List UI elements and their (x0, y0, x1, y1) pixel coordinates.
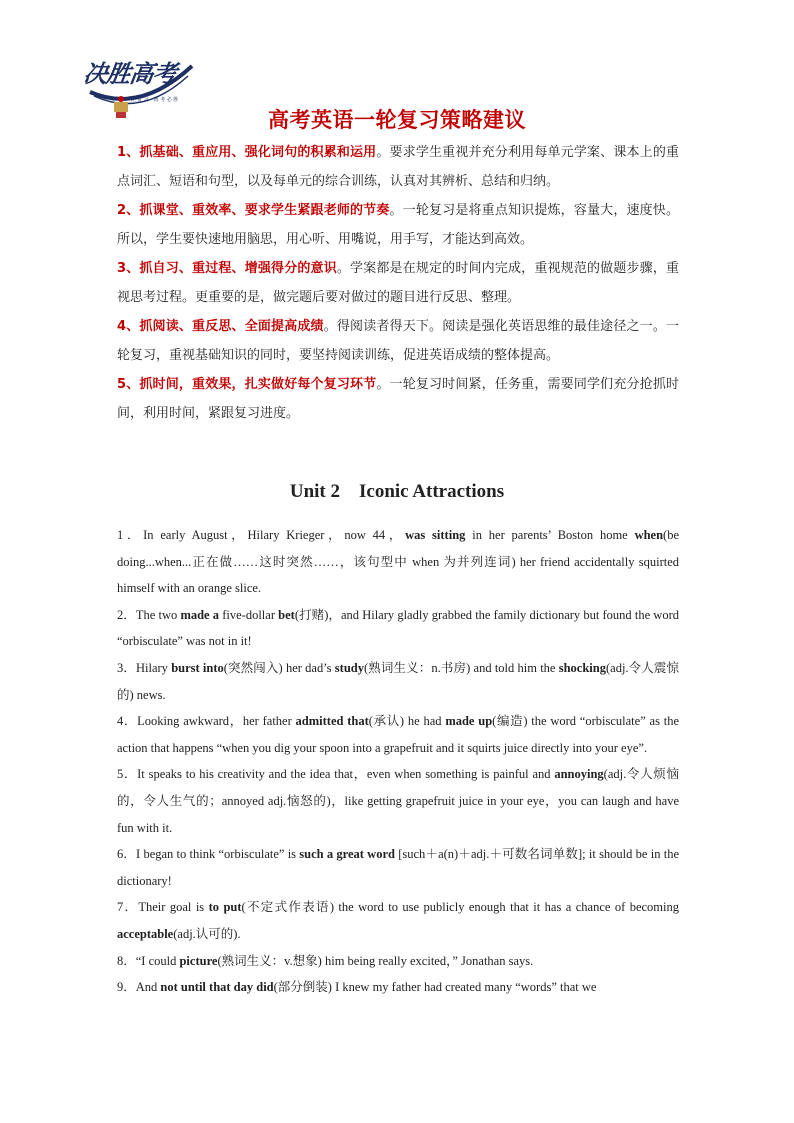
tip-text: 。学案都是在规定的时间内完成，重视规范的做题步骤，重视思考过程。更重要的是，做完题后要对做过的题目进行反思、整理。 (117, 261, 679, 305)
sentence-item (117, 974, 679, 1001)
sentence-text: 8．“I could (117, 953, 180, 968)
sentence-keyword: when (634, 528, 664, 542)
sentence-item (117, 655, 679, 708)
sentence-text: 5．It speaks to his creativity and the idea that，even when something is painful and (117, 767, 555, 782)
sentence-text: (熟词生义：v.想象) him being really excited，” Jonathan says. (217, 953, 534, 968)
sentence-keyword: bet (278, 607, 295, 622)
sentence-item (117, 761, 679, 841)
sentence-keyword: burst into (171, 660, 224, 675)
sentence-item (117, 522, 679, 602)
sentence-keyword: made a (180, 607, 220, 622)
unit-title: Unit 2 Iconic Attractions (289, 481, 505, 502)
tip-text: 。要求学生重视并充分利用每单元学案、课本上的重点词汇、短语和句型，以及每单元的综合训练，认真对其辨析、总结和归纳。 (117, 145, 679, 189)
sentence-keyword: not until that day did (160, 980, 274, 995)
sentence-text: (熟词生义：n.书房) and told him the (363, 660, 559, 675)
sentence-text: 4．Looking awkward，her father (117, 714, 296, 729)
tip-highlight: 5、抓时间，重效果，扎实做好每个复习环节 (117, 377, 377, 392)
sentence-keyword: annoying (554, 767, 604, 782)
sentence-text: (adj.认可的). (173, 926, 241, 941)
sentence-text: 7．Their goal is (117, 900, 209, 915)
tip-item (117, 196, 679, 254)
page-title: 高考英语一轮复习策略建议 (268, 108, 526, 132)
sentence-text: (be doing...when...正在做……这时突然……，该句型中 when 为并列连词) her friend accidentally squirted himself with an orange slice. (117, 528, 680, 596)
sentence-keyword: admitted that (295, 714, 369, 729)
tip-item (117, 254, 679, 312)
sentence-keyword: such a great word (299, 847, 395, 862)
sentence-text: (承认) he had (368, 714, 446, 729)
tip-highlight: 1、抓基础、重应用、强化词句的积累和运用 (117, 145, 377, 160)
sentence-text: (部分倒装) I knew my father had created many “words” that we (273, 980, 597, 995)
sentence-text: (打赌)，and Hilary gladly grabbed the family dictionary but found the word “orbisculate” was not in it! (117, 607, 679, 649)
sentence-keyword: picture (179, 953, 218, 968)
sentence-text: five-dollar (219, 607, 279, 622)
tip-highlight: 2、抓课堂、重效率、要求学生紧跟老师的节奏 (117, 203, 390, 218)
sentence-text: (编造) the word “orbisculate” as the action that happens “when you dig your spoon into a grapefruit and it squirts juice directly into your eye”. (117, 714, 680, 755)
logo-subtitle: 一 轮 复 习 · 备 考 必 胜 (124, 97, 179, 103)
tip-highlight: 4、抓阅读、重反思、全面提高成绩 (117, 319, 324, 334)
sentence-item (117, 894, 679, 947)
tip-item (117, 138, 679, 196)
sentence-text: 2．The two (117, 607, 181, 622)
sentence-item (117, 948, 679, 975)
sentence-text: (adj.令人震惊的) news. (117, 660, 680, 702)
tip-highlight: 3、抓自习、重过程、增强得分的意识 (117, 261, 337, 276)
sentence-keyword: acceptable (117, 926, 174, 941)
sentence-text: 9．And (117, 980, 161, 995)
sentence-item (117, 708, 679, 761)
sentence-text: (adj.令人烦恼的，令人生气的；annoyed adj.恼怒的)，like getting grapefruit juice in your eye，you can laugh and have fun with it. (117, 767, 679, 835)
tip-text: 。一轮复习时间紧，任务重，需要同学们充分抢抓时间，利用时间，紧跟复习进度。 (117, 377, 679, 421)
tip-item (117, 312, 679, 370)
sentence-text: 6．I began to think “orbisculate” is (117, 847, 300, 862)
logo-text: 决胜高考 (81, 60, 178, 88)
sentence-keyword: made up (445, 714, 493, 729)
sentence-text: [such＋a(n)＋adj.＋可数名词单数]; it should be in the dictionary! (117, 847, 679, 888)
strategy-tips (117, 138, 679, 428)
sentence-keyword: shocking (558, 660, 606, 675)
sentence-keyword: was sitting (405, 528, 466, 542)
tip-text: 。一轮复习是将重点知识提炼，容量大，速度快。所以，学生要快速地用脑思，用心听、用嘴说，用手写，才能达到高效。 (117, 203, 679, 247)
sentence-keyword: to put (208, 900, 242, 915)
sentence-item (117, 602, 679, 655)
tip-text: 。得阅读者得天下。阅读是强化英语思维的最佳途径之一。一轮复习，重视基础知识的同时，要坚持阅读训练，促进英语成绩的整体提高。 (117, 319, 679, 363)
sentence-keyword: study (334, 660, 364, 675)
sentence-text: 3．Hilary (117, 660, 172, 675)
sentence-text: (突然闯入) her dad’s (223, 660, 335, 675)
sentence-item (117, 841, 679, 894)
sentence-text: (不定式作表语) the word to use publicly enough that it has a chance of becoming (241, 900, 680, 915)
sentence-list (117, 522, 679, 1001)
tip-item (117, 370, 679, 428)
sentence-text: in her parents’ Boston home (465, 528, 635, 542)
sentence-text: 1．In early August，Hilary Krieger，now 44， (117, 528, 406, 542)
